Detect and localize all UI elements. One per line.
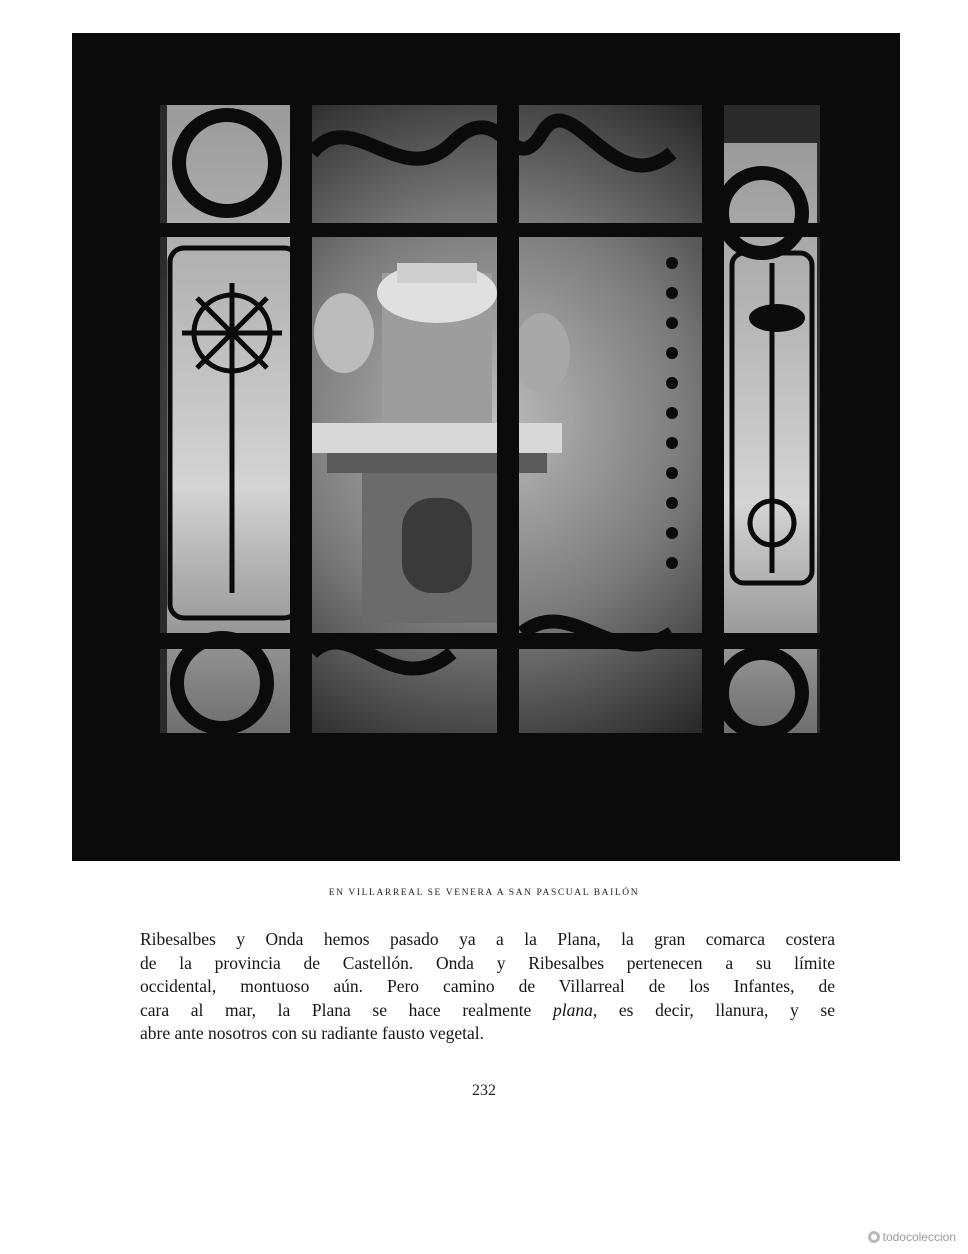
body-line-4-end: es decir, llanura, y se [597,999,836,1020]
body-line-4 [140,999,835,1023]
body-line-3: occidental, montuoso aún. Pero camino de Villarreal de los Infantes, de [140,976,835,996]
body-paragraph [140,928,835,1046]
photo-caption: EN VILLARREAL SE VENERA A SAN PASCUAL BAILÓN [328,888,640,898]
body-line-2: de la provincia de Castellón. Onda y Ribesalbes pertenecen a su límite [140,952,835,973]
photograph-reliquary-grille [72,33,900,861]
body-line-4-start: cara al mar, la Plana se hace realmente [140,999,553,1020]
watermark-logo-icon [868,1231,880,1243]
page-number: 232 [472,1082,496,1099]
watermark [868,1230,956,1244]
watermark-text: todocoleccion [882,1230,956,1244]
body-line-5: abre ante nosotros con su radiante fausto vegetal. [140,1023,485,1043]
italic-word-plana: plana, [552,999,598,1020]
body-line-1: Ribesalbes y Onda hemos pasado ya a la Plana, la gran comarca costera [140,929,835,949]
